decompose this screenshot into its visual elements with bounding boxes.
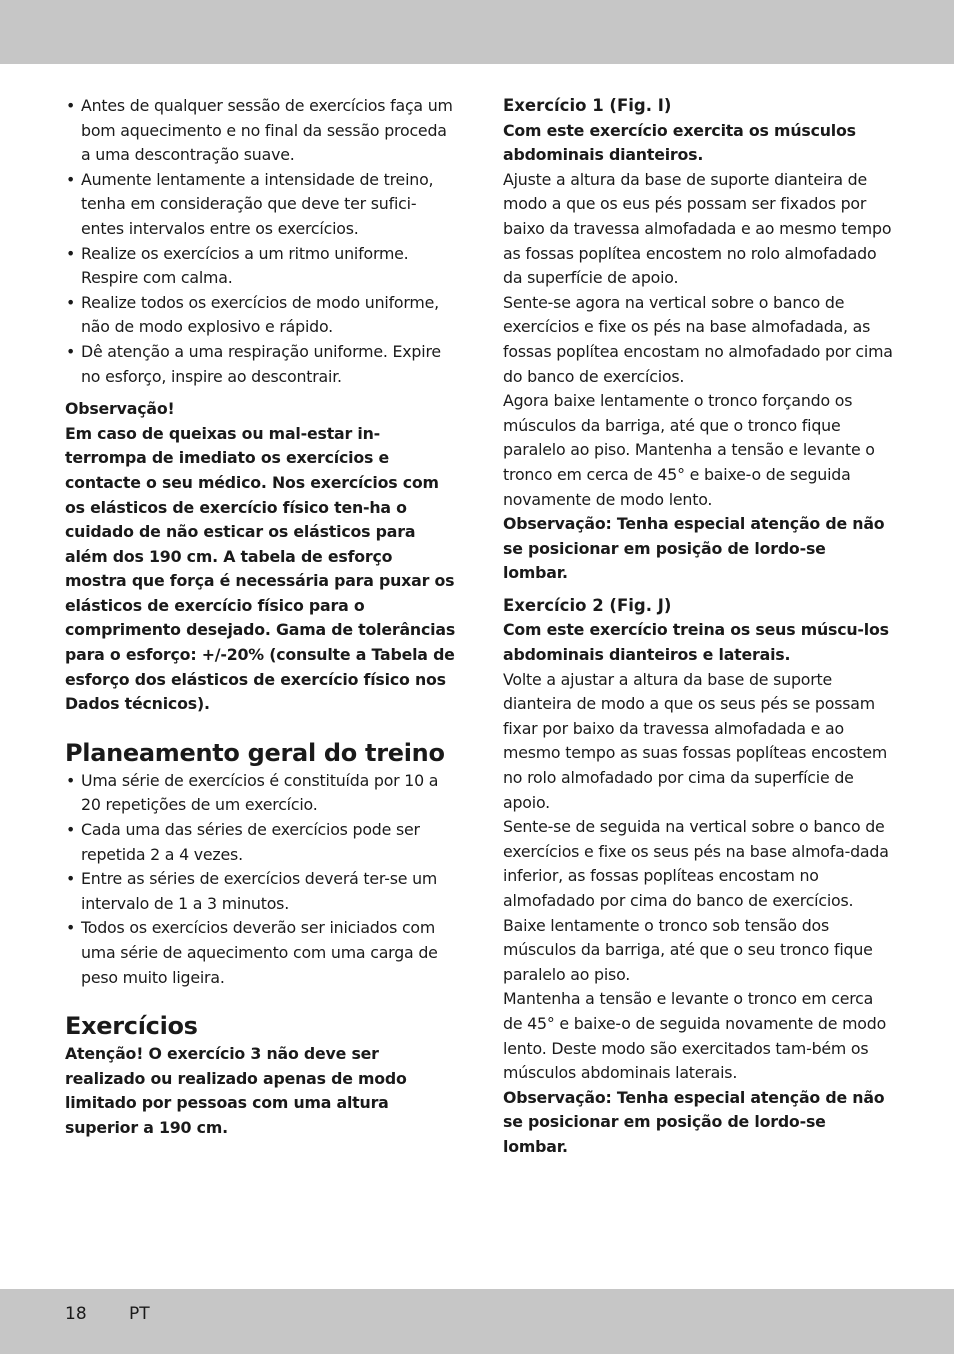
list-item: • Cada uma das séries de exercícios pode ser repetida 2 a 4 vezes. [65,818,457,867]
exercise-2-lead: Com este exercício treina os seus múscu-los abdominais dianteiros e laterais. [503,620,889,665]
exercise-2-paragraph: Volte a ajustar a altura da base de suporte dianteira de modo a que os seus pés se possam fixar por baixo da travessa almofadada e ao mesmo tempo as suas fossas poplíteas encostem no rolo almofadado por cima da superfície de apoio. [503,669,888,812]
list-item: • Entre as séries de exercícios deverá ter-se um intervalo de 1 a 3 minutos. [65,867,457,916]
exercise-1-lead: Com este exercício exercita os músculos abdominais dianteiros. [503,120,856,165]
exercise-2-note: Observação: Tenha especial atenção de não se posicionar em posição de lordo-se lombar. [503,1087,885,1156]
language-code: PT [129,1304,150,1324]
exercise-1-paragraph: Ajuste a altura da base de suporte dianteira de modo a que os eus pés possam ser fixados por baixo da travessa almofadada e ao mesmo tempo as fossas poplítea encostem no rolo almofadado da superfície de apoio. [503,169,892,288]
tips-list [65,94,457,389]
heading-plan: Planeamento geral do treino [65,738,445,767]
attention-text: Atenção! O exercício 3 não deve ser realizado ou realizado apenas de modo limitado por pessoas com uma altura superior a 190 cm. [65,1044,407,1137]
exercise-2-paragraph: Sente-se de seguida na vertical sobre o banco de exercícios e fixe os seus pés na base almofa-dada inferior, as fossas poplíteas encostam no almofadado por cima do banco de exercícios. [503,817,889,910]
note-text: Em caso de queixas ou mal-estar in-terrompa de imediato os exercícios e contacte o seu médico. Nos exercícios com os elásticos de exercício físico ten-ha o cuidado de não esticar os elásticos para além dos 190 cm. A tabela de esforço mostra que força é necessária para puxar os elásticos de exercício físico para o comprimento desejado. Gama de tolerâncias para o esforço: +/-20% (consulte a Tabela de esforço dos elásticos de exercício físico nos Dados técnicos). [65,423,456,714]
list-item: • Dê atenção a uma respiração uniforme. Expire no esforço, inspire ao descontrair. [65,340,457,389]
page-number: 18 [65,1304,87,1324]
heading-exercises: Exercícios [65,1012,198,1041]
list-item: • Realize todos os exercícios de modo uniforme, não de modo explosivo e rápido. [65,291,457,340]
list-item: • Uma série de exercícios é constituída por 10 a 20 repetições de um exercício. [65,769,457,818]
exercise-2-paragraph: Baixe lentamente o tronco sob tensão dos músculos da barriga, até que o seu tronco fique paralelo ao piso. [503,915,873,984]
right-column [503,94,893,1160]
exercise-2-title: Exercício 2 (Fig. J) [503,595,672,615]
exercise-1-paragraph: Agora baixe lentamente o tronco forçando os músculos da barriga, até que o tronco fique paralelo ao piso. Mantenha a tensão e levante o tronco em cerca de 45° e baixe-o de seguida novamente de modo lento. [503,391,875,509]
list-item: • Antes de qualquer sessão de exercícios faça um bom aquecimento e no final da sessão proceda a uma descontração suave. [65,94,457,168]
left-column [65,94,457,1141]
list-item: • Todos os exercícios deverão ser iniciados com uma série de aquecimento com uma carga de peso muito ligeira. [65,916,457,990]
list-item: • Realize os exercícios a um ritmo uniforme. Respire com calma. [65,242,457,291]
exercise-1-note: Observação: Tenha especial atenção de não se posicionar em posição de lordo-se lombar. [503,514,885,583]
exercise-1-title: Exercício 1 (Fig. I) [503,96,672,115]
exercise-2-paragraph: Mantenha a tensão e levante o tronco em cerca de 45° e baixe-o de seguida novamente de modo lento. Deste modo são exercitados tam-bém os músculos abdominais laterais. [503,989,887,1083]
exercise-1-paragraph: Sente-se agora na vertical sobre o banco de exercícios e fixe os pés na base almofadada, as fossas poplítea encostam no almofadado por cima do banco de exercícios. [503,292,893,386]
note-title: Observação! [65,399,175,419]
header-bar [0,0,954,64]
plan-list [65,769,457,990]
list-item: • Aumente lentamente a intensidade de treino, tenha em consideração que deve ter sufici-entes intervalos entre os exercícios. [65,168,457,242]
